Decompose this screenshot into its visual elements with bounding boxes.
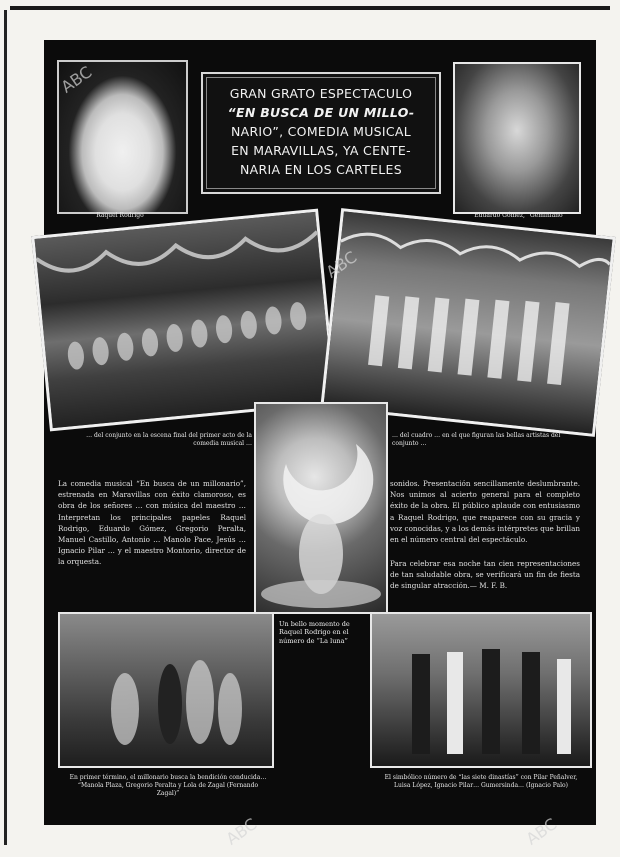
caption-portrait-right: Eduardo Gómez, “Geminiano”	[474, 212, 566, 219]
top-rule	[10, 6, 610, 10]
caption-stage-left: … del conjunto en la escena final del primer acto de la comedia musical …	[86, 432, 252, 447]
caption-center: Un bello momento de Raquel Rodrigo en el número de “La luna”	[279, 620, 350, 645]
caption-portrait-left: Raquel Rodrigo	[96, 212, 144, 219]
portrait-eduardo-gomez	[453, 62, 581, 214]
article-body-left: La comedia musical “En busca de un millonario”, estrenada en Maravillas con éxito clamoroso, es obra de los señores … con música del maestro … Interpretan los principales papeles Raquel Rodrigo, Eduardo Gómez, Gregorio Peralta, Manuel Castillo, Antonio … Manolo Pace, Jesús … Ignacio Pilar … y el maestro Montorio, director de la orquesta.	[58, 479, 246, 567]
caption-stage-right: … del cuadro … en el que figuran las bellas artistas del conjunto …	[392, 432, 561, 447]
abc-watermark: ABC	[522, 814, 561, 849]
caption-bottom-right: El simbólico número de “las siete dinastías” con Pilar Peñalver, Luisa López, Ignacio Pilar… Gumersinda… (Ignacio Palo)	[384, 774, 578, 789]
headline-box	[201, 72, 441, 194]
abc-watermark: ABC	[322, 247, 361, 282]
abc-watermark: ABC	[222, 814, 261, 849]
bottom-right-scene-photo	[370, 612, 592, 768]
headline: GRAN GRATO ESPECTACULO “EN BUSCA DE UN MILLO- NARIO”, COMEDIA MUSICAL EN MARAVILLAS, YA CENTE- NARIA EN LOS CARTELES	[227, 86, 415, 177]
article-body-right-end: Para celebrar esa noche tan cien representaciones de tan saludable obra, se verificará un fin de fiesta de singular atracción.— M. F. B.	[390, 559, 580, 591]
moon-number-photo	[254, 402, 388, 614]
abc-watermark: ABC	[57, 62, 96, 97]
left-binding-rule	[4, 10, 7, 845]
stage-photo-left	[31, 209, 336, 432]
article-body-right: sonidos. Presentación sencillamente deslumbrante. Nos unimos al acierto general para el completo éxito de la obra. El público aplaude con entusiasmo a Raquel Rodrigo, que reaparece con su gracia y voz conocidas, y a los demás intérpretes que brillan en el número central del espectáculo.	[390, 479, 580, 545]
bottom-left-scene-photo	[58, 612, 274, 768]
caption-bottom-left: En primer término, el millonario busca la bendición conducida… “Manola Plaza, Gregorio Peralta y Lola de Zagal (Fernando Zagal)”	[69, 774, 267, 797]
